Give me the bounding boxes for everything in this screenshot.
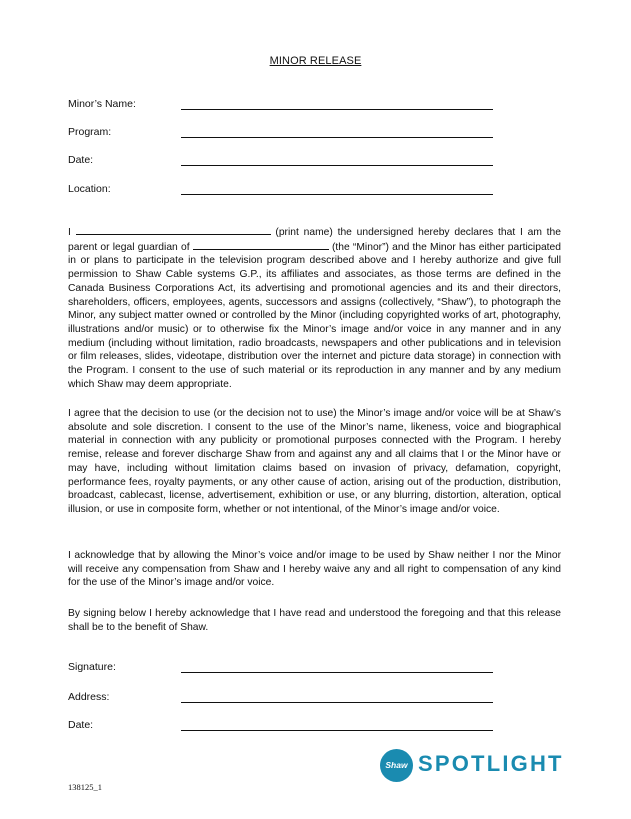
field-label: Program:	[68, 126, 112, 138]
spotlight-wordmark: SPOTLIGHT	[418, 751, 564, 776]
program-line[interactable]	[181, 137, 493, 138]
date-line[interactable]	[181, 165, 493, 166]
program-field[interactable]	[68, 126, 498, 140]
para1-part2: (print name) the undersigned hereby declares that I am the parent or legal guardian of	[68, 227, 561, 253]
address-field[interactable]	[68, 691, 498, 705]
minor-name-blank[interactable]	[193, 240, 329, 250]
para1-part1: I	[68, 227, 71, 238]
minor-name-field[interactable]	[68, 98, 498, 112]
field-label: Signature:	[68, 661, 116, 673]
document-title: MINOR RELEASE	[269, 55, 362, 67]
authorization-paragraph	[68, 225, 561, 391]
document-code: 138125_1	[68, 782, 102, 792]
print-name-blank[interactable]	[76, 225, 271, 235]
address-line[interactable]	[181, 702, 493, 703]
acknowledgement-paragraph: By signing below I hereby acknowledge that I have read and understood the foregoing and that this release shall be to the benefit of Shaw.	[68, 608, 561, 633]
field-label: Location:	[68, 183, 111, 195]
release-paragraph: I agree that the decision to use (or the decision not to use) the Minor’s image and/or voice will be at Shaw’s absolute and sole discretion. I consent to the use of the Minor’s name, likeness, voice and biographical material in connection with any publicity or promotional purposes connected with the Program. I hereby remise, release and forever discharge Shaw from and against any and all claims that I or the Minor have or may have, including without limitation claims based on invasion of privacy, defamation, copyright, performance fees, royalty payments, or any other cause of action, arising out of the production, distribution, broadcast, cablecast, license, advertisement, exhibition or use, or any blurring, distortion, alteration, optical illusion, or use in composite form, whether or not intentional, of the Minor’s image and/or voice.	[68, 408, 561, 515]
signature-field[interactable]	[68, 661, 498, 675]
date-field[interactable]	[68, 154, 498, 168]
field-label: Address:	[68, 691, 110, 703]
compensation-paragraph: I acknowledge that by allowing the Minor’s voice and/or image to be used by Shaw neither I nor the Minor will receive any compensation from Shaw and I hereby waive any and all right to compensation of any kind for the use of the Minor’s image and/or voice.	[68, 550, 561, 589]
field-label: Date:	[68, 154, 94, 166]
shaw-spotlight-logo	[380, 746, 565, 786]
signature-date-line[interactable]	[181, 730, 493, 731]
signature-date-field[interactable]	[68, 719, 498, 733]
minor-name-line[interactable]	[181, 109, 493, 110]
signature-line[interactable]	[181, 672, 493, 673]
location-line[interactable]	[181, 194, 493, 195]
field-label: Minor’s Name:	[68, 98, 136, 110]
location-field[interactable]	[68, 183, 498, 197]
field-label: Date:	[68, 719, 94, 731]
para1-part3: (the “Minor”) and the Minor has either participated in or plans to participate in the television program described above and I hereby authorize and give full permission to Shaw Cable systems G.P., its affiliates and associates, as those terms are defined in the Canada Business Corporations Act, its advertising and promotional agencies and its and their directors, shareholders, officers, employees, agents, successors and assigns (collectively, “Shaw”), to photograph the Minor, any subject matter owned or controlled by the Minor (including copyrighted works of art, photography, illustrations and/or music) or to otherwise fix the Minor’s image and/or voice in any manner and in any medium (including without limitation, radio broadcasts, newspapers and other publications and in television or film releases, slides, videotape, distribution over the internet and picture data storage) in connection with the Program. I consent to the use of such material or its reproduction in any manner and by any medium which Shaw may deem appropriate.	[68, 241, 561, 390]
shaw-badge-icon: Shaw	[380, 749, 413, 782]
